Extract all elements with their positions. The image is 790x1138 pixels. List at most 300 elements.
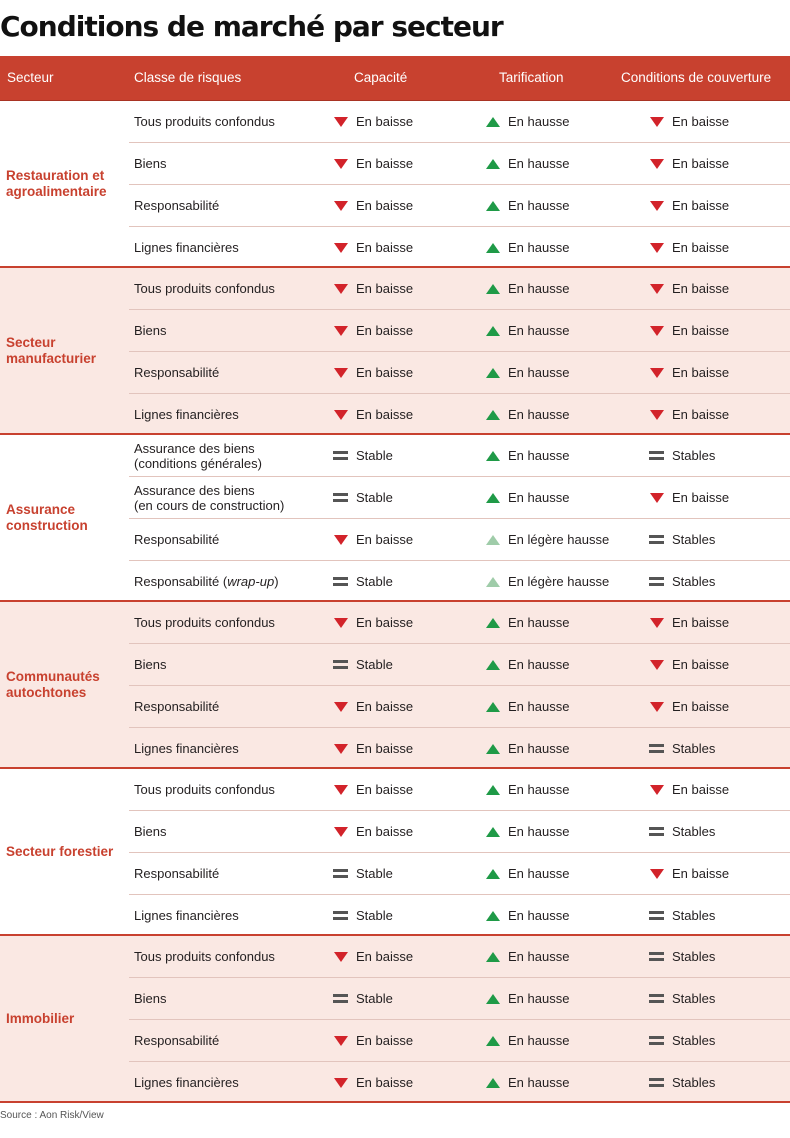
capacity-cell <box>334 227 413 268</box>
risk-class-text: Tous produits confondus <box>134 782 275 797</box>
stable-icon <box>650 576 664 588</box>
capacity-value: En baisse <box>356 281 414 296</box>
up-icon <box>486 659 500 671</box>
capacity-cell <box>334 769 413 810</box>
pricing-value: En hausse <box>508 407 570 422</box>
stable-icon <box>650 826 664 838</box>
up-icon <box>486 116 500 128</box>
risk-class-text: Tous produits confondus <box>134 281 275 296</box>
pricing-cell <box>486 143 569 184</box>
capacity-value: Stable <box>356 908 393 923</box>
risk-class <box>134 394 239 435</box>
stable-icon <box>334 910 348 922</box>
pricing-value: En hausse <box>508 490 570 505</box>
up-icon <box>486 826 500 838</box>
risk-class-text: Lignes financières <box>134 240 239 255</box>
coverage-cell <box>650 978 715 1019</box>
coverage-value: En baisse <box>672 490 730 505</box>
coverage-value: En baisse <box>672 198 730 213</box>
capacity-cell <box>334 352 413 393</box>
risk-class <box>134 895 239 936</box>
stable-icon <box>650 993 664 1005</box>
coverage-cell <box>650 728 715 769</box>
pricing-cell <box>486 1020 569 1061</box>
pricing-cell <box>486 728 569 769</box>
down-icon <box>334 784 348 796</box>
down-icon <box>334 826 348 838</box>
up-icon <box>486 701 500 713</box>
capacity-cell <box>334 561 393 602</box>
up-icon <box>486 325 500 337</box>
coverage-cell <box>650 143 729 184</box>
capacity-value: En baisse <box>356 949 414 964</box>
risk-class-text: Assurance des biens (en cours de construction) <box>134 482 285 513</box>
sector-group <box>0 435 790 602</box>
coverage-value: Stables <box>672 532 716 547</box>
pricing-value: En hausse <box>508 615 570 630</box>
table-row <box>129 811 790 853</box>
coverage-cell <box>650 227 729 268</box>
capacity-value: En baisse <box>356 532 414 547</box>
pricing-value: En légère hausse <box>508 574 610 589</box>
up-icon <box>486 1035 500 1047</box>
sector-group <box>0 602 790 769</box>
pricing-value: En hausse <box>508 198 570 213</box>
up-icon <box>486 492 500 504</box>
capacity-value: En baisse <box>356 156 414 171</box>
table-row <box>129 561 790 602</box>
capacity-cell <box>334 477 393 518</box>
table-body <box>0 101 790 1103</box>
capacity-value: En baisse <box>356 782 414 797</box>
capacity-cell <box>334 895 393 936</box>
header-sector: Secteur <box>7 70 54 85</box>
risk-class-text: Responsabilité ( <box>134 574 228 589</box>
capacity-cell <box>334 435 393 476</box>
down-icon <box>650 617 664 629</box>
risk-class-text: Biens <box>134 824 167 839</box>
risk-class-text: Responsabilité <box>134 699 220 714</box>
header-coverage: Conditions de couverture <box>621 70 772 85</box>
risk-class <box>134 686 219 727</box>
capacity-value: Stable <box>356 490 393 505</box>
capacity-cell <box>334 853 393 894</box>
coverage-value: En baisse <box>672 323 730 338</box>
risk-class-text: Tous produits confondus <box>134 615 275 630</box>
page-title: Conditions de marché par secteur <box>0 10 503 43</box>
down-icon <box>334 951 348 963</box>
pricing-cell <box>486 352 569 393</box>
up-icon <box>486 784 500 796</box>
up-icon <box>486 242 500 254</box>
pricing-value: En hausse <box>508 991 570 1006</box>
slight-up-icon <box>486 534 500 546</box>
risk-class <box>134 853 219 894</box>
table-row <box>129 728 790 769</box>
pricing-value: En hausse <box>508 908 570 923</box>
risk-class <box>134 227 239 268</box>
coverage-cell <box>650 352 729 393</box>
up-icon <box>486 367 500 379</box>
table-row <box>129 769 790 811</box>
capacity-value: Stable <box>356 657 393 672</box>
risk-class <box>134 1062 239 1103</box>
table-row <box>129 1062 790 1103</box>
slight-up-icon <box>486 576 500 588</box>
risk-class <box>134 310 167 351</box>
coverage-value: Stables <box>672 908 716 923</box>
capacity-cell <box>334 185 413 226</box>
capacity-value: En baisse <box>356 323 414 338</box>
stable-icon <box>334 659 348 671</box>
down-icon <box>650 242 664 254</box>
sector-name: Assurance construction <box>6 501 88 533</box>
table-row <box>129 602 790 644</box>
coverage-cell <box>650 895 715 936</box>
pricing-cell <box>486 310 569 351</box>
risk-class-text: Tous produits confondus <box>134 114 275 129</box>
stable-icon <box>650 1035 664 1047</box>
coverage-value: En baisse <box>672 615 730 630</box>
risk-class-text: Biens <box>134 156 167 171</box>
up-icon <box>486 158 500 170</box>
down-icon <box>650 409 664 421</box>
risk-class-text: Lignes financières <box>134 908 239 923</box>
sector-rows <box>129 101 790 266</box>
up-icon <box>486 450 500 462</box>
coverage-cell <box>650 644 729 685</box>
down-icon <box>650 158 664 170</box>
up-icon <box>486 951 500 963</box>
risk-class <box>134 978 167 1019</box>
up-icon <box>486 910 500 922</box>
coverage-cell <box>650 394 729 435</box>
down-icon <box>334 534 348 546</box>
sector-name: Secteur manufacturier <box>6 334 97 366</box>
pricing-cell <box>486 519 609 560</box>
coverage-value: En baisse <box>672 156 730 171</box>
pricing-cell <box>486 811 569 852</box>
sector-rows <box>129 769 790 934</box>
sector-rows <box>129 268 790 433</box>
pricing-value: En hausse <box>508 365 570 380</box>
stable-icon <box>334 450 348 462</box>
coverage-cell <box>650 1062 715 1103</box>
coverage-cell <box>650 477 729 518</box>
risk-class <box>134 435 262 476</box>
pricing-value: En hausse <box>508 240 570 255</box>
table-row <box>129 686 790 728</box>
capacity-value: En baisse <box>356 1033 414 1048</box>
risk-class-text: Tous produits confondus <box>134 949 275 964</box>
capacity-value: En baisse <box>356 699 414 714</box>
coverage-value: En baisse <box>672 114 730 129</box>
stable-icon <box>650 1077 664 1089</box>
capacity-value: En baisse <box>356 824 414 839</box>
up-icon <box>486 283 500 295</box>
pricing-value: En hausse <box>508 114 570 129</box>
capacity-value: En baisse <box>356 741 414 756</box>
down-icon <box>334 283 348 295</box>
risk-class <box>134 728 239 769</box>
pricing-value: En hausse <box>508 782 570 797</box>
table-row <box>129 519 790 561</box>
pricing-value: En hausse <box>508 448 570 463</box>
pricing-cell <box>486 185 569 226</box>
risk-class <box>134 811 167 852</box>
capacity-value: En baisse <box>356 240 414 255</box>
table-row <box>129 394 790 435</box>
pricing-value: En hausse <box>508 949 570 964</box>
coverage-cell <box>650 101 729 142</box>
stable-icon <box>334 868 348 880</box>
down-icon <box>334 1077 348 1089</box>
pricing-cell <box>486 227 569 268</box>
coverage-value: En baisse <box>672 407 730 422</box>
up-icon <box>486 617 500 629</box>
table-row <box>129 477 790 519</box>
pricing-value: En hausse <box>508 156 570 171</box>
capacity-value: En baisse <box>356 198 414 213</box>
sector-name: Immobilier <box>6 1010 75 1026</box>
capacity-cell <box>334 728 413 769</box>
risk-class-text: Responsabilité <box>134 532 220 547</box>
coverage-cell <box>650 519 715 560</box>
table-row <box>129 435 790 477</box>
coverage-value: En baisse <box>672 782 730 797</box>
coverage-value: En baisse <box>672 240 730 255</box>
sector-name: Restauration et agroalimentaire <box>6 167 107 199</box>
coverage-cell <box>650 310 729 351</box>
risk-class-text: Responsabilité <box>134 1033 220 1048</box>
capacity-value: Stable <box>356 574 393 589</box>
coverage-value: Stables <box>672 1075 716 1090</box>
down-icon <box>650 325 664 337</box>
capacity-cell <box>334 519 413 560</box>
stable-icon <box>650 534 664 546</box>
up-icon <box>486 409 500 421</box>
coverage-value: Stables <box>672 741 716 756</box>
table-row <box>129 101 790 143</box>
risk-class <box>134 936 275 977</box>
capacity-cell <box>334 394 413 435</box>
coverage-cell <box>650 811 715 852</box>
coverage-value: Stables <box>672 448 716 463</box>
table-row <box>129 268 790 310</box>
risk-class-emphasis: wrap-up <box>227 574 275 589</box>
risk-class <box>134 561 279 602</box>
capacity-cell <box>334 811 413 852</box>
pricing-cell <box>486 936 569 977</box>
risk-class <box>134 185 219 226</box>
sector-name: Communautés autochtones <box>6 668 100 700</box>
down-icon <box>334 617 348 629</box>
risk-class <box>134 1020 219 1061</box>
capacity-value: En baisse <box>356 365 414 380</box>
down-icon <box>334 367 348 379</box>
risk-class <box>134 268 275 309</box>
stable-icon <box>650 910 664 922</box>
sector-name: Secteur forestier <box>6 843 114 859</box>
pricing-value: En hausse <box>508 281 570 296</box>
sector-rows <box>129 936 790 1101</box>
header-capacity: Capacité <box>354 70 408 85</box>
pricing-value: En hausse <box>508 323 570 338</box>
table-row <box>129 143 790 185</box>
down-icon <box>334 743 348 755</box>
coverage-value: En baisse <box>672 365 730 380</box>
stable-icon <box>650 743 664 755</box>
down-icon <box>334 200 348 212</box>
down-icon <box>334 1035 348 1047</box>
pricing-cell <box>486 477 569 518</box>
down-icon <box>650 784 664 796</box>
down-icon <box>334 158 348 170</box>
risk-class-text: Biens <box>134 991 167 1006</box>
down-icon <box>650 868 664 880</box>
pricing-cell <box>486 1062 569 1103</box>
table-row <box>129 1020 790 1062</box>
coverage-value: Stables <box>672 1033 716 1048</box>
coverage-cell <box>650 561 715 602</box>
capacity-cell <box>334 644 393 685</box>
coverage-value: En baisse <box>672 281 730 296</box>
capacity-value: En baisse <box>356 615 414 630</box>
down-icon <box>650 283 664 295</box>
capacity-value: En baisse <box>356 407 414 422</box>
capacity-cell <box>334 602 413 643</box>
stable-icon <box>650 951 664 963</box>
down-icon <box>334 242 348 254</box>
coverage-value: Stables <box>672 991 716 1006</box>
stable-icon <box>334 993 348 1005</box>
down-icon <box>650 116 664 128</box>
capacity-cell <box>334 1062 413 1103</box>
coverage-cell <box>650 185 729 226</box>
pricing-cell <box>486 394 569 435</box>
pricing-value: En hausse <box>508 699 570 714</box>
pricing-value: En hausse <box>508 657 570 672</box>
pricing-cell <box>486 853 569 894</box>
coverage-cell <box>650 853 729 894</box>
sector-group <box>0 769 790 936</box>
pricing-cell <box>486 895 569 936</box>
risk-class <box>134 101 275 142</box>
pricing-value: En légère hausse <box>508 532 610 547</box>
coverage-cell <box>650 435 715 476</box>
up-icon <box>486 993 500 1005</box>
capacity-cell <box>334 978 393 1019</box>
coverage-cell <box>650 268 729 309</box>
coverage-cell <box>650 686 729 727</box>
table-row <box>129 853 790 895</box>
pricing-cell <box>486 978 569 1019</box>
coverage-value: En baisse <box>672 699 730 714</box>
coverage-cell <box>650 602 729 643</box>
pricing-cell <box>486 435 569 476</box>
risk-class-end: ) <box>274 574 279 589</box>
coverage-value: Stables <box>672 949 716 964</box>
capacity-cell <box>334 686 413 727</box>
table-row <box>129 895 790 936</box>
risk-class-text: Lignes financières <box>134 741 239 756</box>
risk-class <box>134 352 219 393</box>
risk-class-text: Lignes financières <box>134 407 239 422</box>
down-icon <box>334 409 348 421</box>
pricing-cell <box>486 561 609 602</box>
up-icon <box>486 200 500 212</box>
down-icon <box>650 200 664 212</box>
coverage-value: Stables <box>672 574 716 589</box>
coverage-value: En baisse <box>672 866 730 881</box>
capacity-value: En baisse <box>356 114 414 129</box>
down-icon <box>650 659 664 671</box>
capacity-cell <box>334 101 413 142</box>
coverage-cell <box>650 769 729 810</box>
capacity-value: Stable <box>356 448 393 463</box>
risk-class <box>134 477 284 518</box>
pricing-value: En hausse <box>508 866 570 881</box>
table-row <box>129 227 790 268</box>
table-row <box>129 978 790 1020</box>
pricing-cell <box>486 101 569 142</box>
header-pricing: Tarification <box>499 70 564 85</box>
coverage-value: Stables <box>672 824 716 839</box>
sector-rows <box>129 602 790 767</box>
table-row <box>129 644 790 686</box>
risk-class <box>134 602 275 643</box>
table-header <box>0 56 790 101</box>
up-icon <box>486 743 500 755</box>
up-icon <box>486 868 500 880</box>
pricing-value: En hausse <box>508 1033 570 1048</box>
risk-class <box>134 644 167 685</box>
down-icon <box>650 701 664 713</box>
stable-icon <box>650 450 664 462</box>
header-risk-class: Classe de risques <box>134 70 242 85</box>
table-row <box>129 936 790 978</box>
down-icon <box>334 116 348 128</box>
down-icon <box>334 701 348 713</box>
pricing-value: En hausse <box>508 741 570 756</box>
table-row <box>129 352 790 394</box>
sector-group <box>0 936 790 1103</box>
table-row <box>129 310 790 352</box>
capacity-value: Stable <box>356 866 393 881</box>
capacity-cell <box>334 310 413 351</box>
coverage-cell <box>650 1020 715 1061</box>
pricing-cell <box>486 268 569 309</box>
pricing-cell <box>486 686 569 727</box>
risk-class-text: Responsabilité <box>134 198 220 213</box>
risk-class <box>134 143 167 184</box>
risk-class-text: Biens <box>134 657 167 672</box>
source-note: Source : Aon Risk/View <box>0 1110 104 1121</box>
capacity-cell <box>334 936 413 977</box>
risk-class-text: Responsabilité <box>134 365 220 380</box>
capacity-value: En baisse <box>356 1075 414 1090</box>
down-icon <box>650 367 664 379</box>
capacity-cell <box>334 268 413 309</box>
sector-rows <box>129 435 790 600</box>
stable-icon <box>334 576 348 588</box>
risk-class-text: Responsabilité <box>134 866 220 881</box>
pricing-cell <box>486 769 569 810</box>
risk-class <box>134 769 275 810</box>
coverage-cell <box>650 936 715 977</box>
capacity-cell <box>334 143 413 184</box>
pricing-value: En hausse <box>508 824 570 839</box>
